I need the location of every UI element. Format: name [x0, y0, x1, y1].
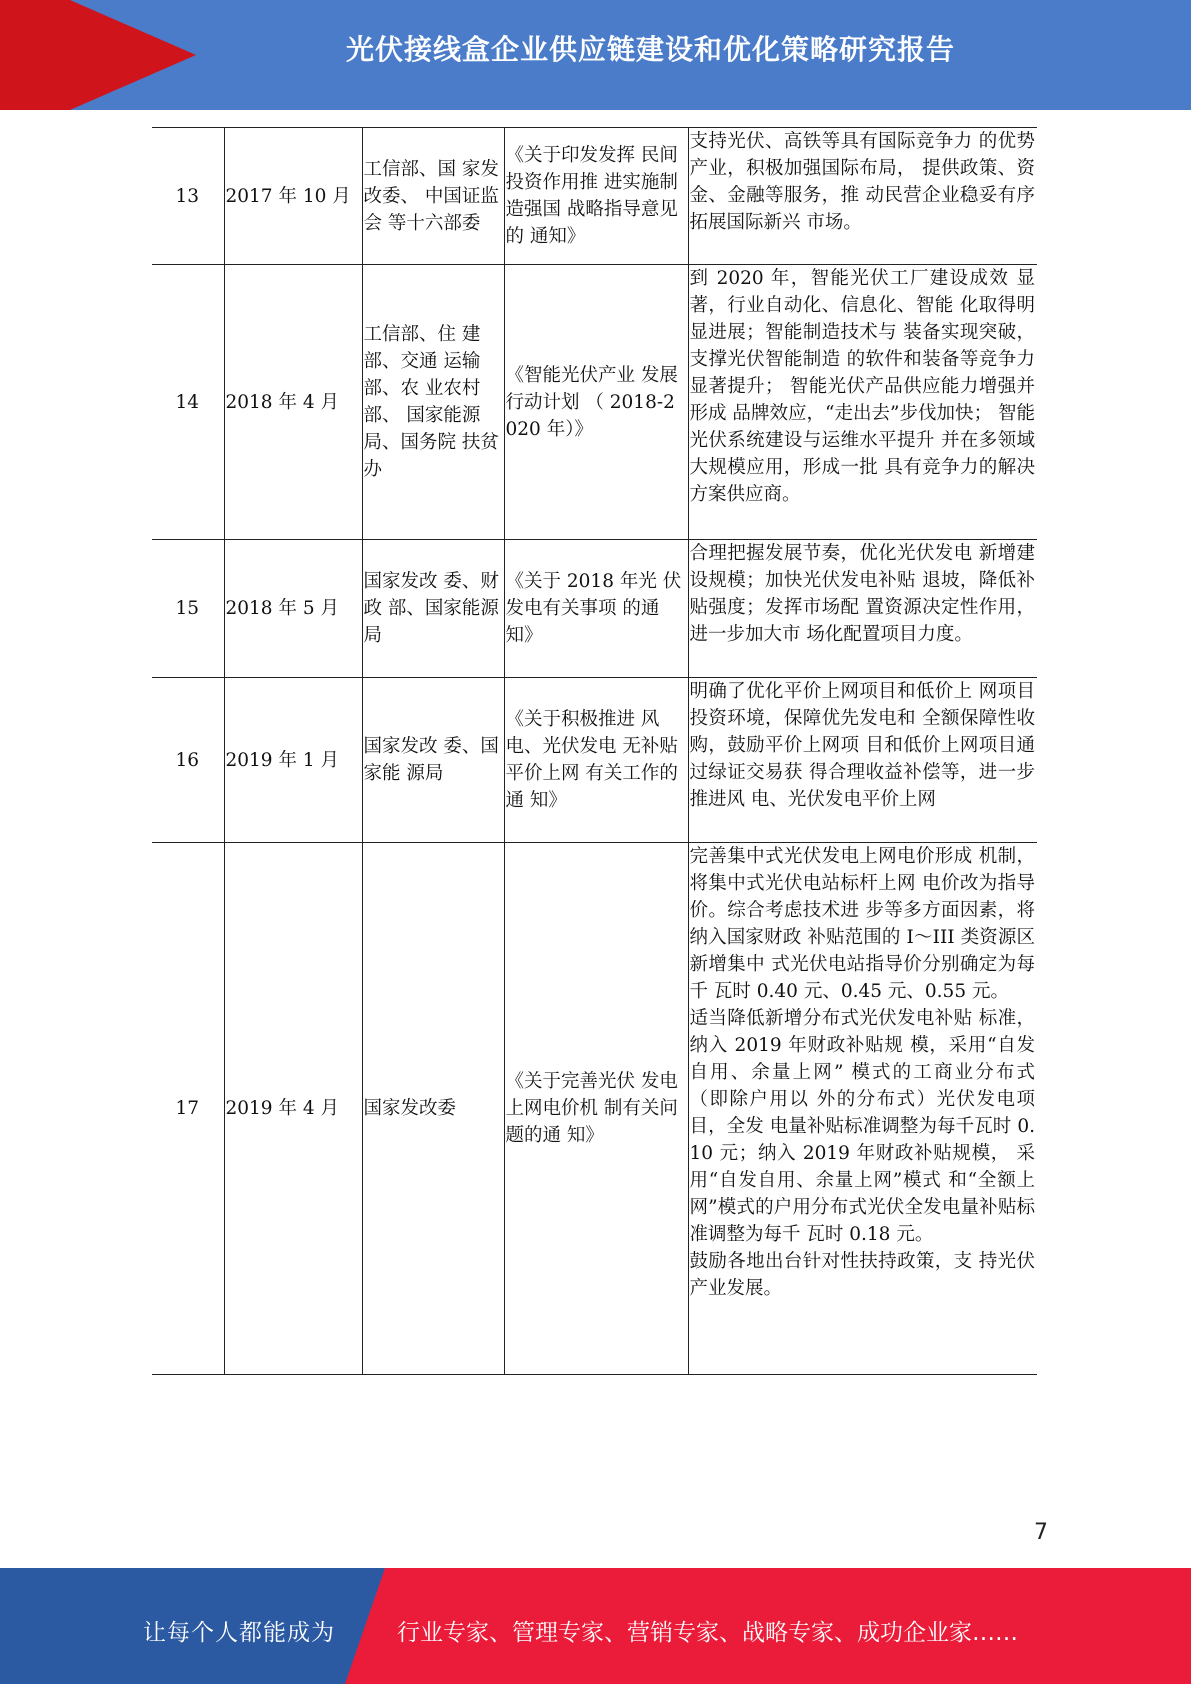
content-paragraph: 支持光伏、高铁等具有国际竞争力 的优势产业，积极加强国际布局， 提供政策、资金、金融等服务，推 动民营企业稳妥有序拓展国际新兴 市场。	[689, 131, 1035, 233]
row-date: 2018 年 5 月	[224, 540, 362, 678]
row-issuer: 国家发改委	[362, 843, 504, 1375]
row-document: 《关于 2018 年光 伏发电有关事项 的通知》	[504, 540, 688, 678]
row-document: 《关于印发发挥 民间投资作用推 进实施制造强国 战略指导意见的 通知》	[504, 128, 688, 265]
row-content	[688, 678, 1037, 843]
page-header	[0, 0, 1191, 110]
table-row	[152, 128, 1037, 265]
table-row	[152, 678, 1037, 843]
row-number: 15	[152, 540, 224, 678]
policy-table	[152, 127, 1037, 1375]
content-paragraph: 合理把握发展节奏，优化光伏发电 新增建设规模；加快光伏发电补贴 退坡，降低补贴强度；发挥市场配 置资源决定性作用，进一步加大市 场化配置项目力度。	[689, 543, 1035, 645]
row-date: 2017 年 10 月	[224, 128, 362, 265]
page-footer	[0, 1568, 1191, 1684]
footer-slogan-left: 让每个人都能成为	[143, 1620, 335, 1646]
content-paragraph: 鼓励各地出台针对性扶持政策，支 持光伏产业发展。	[689, 1251, 1035, 1299]
row-content	[688, 265, 1037, 540]
content-paragraph: 明确了优化平价上网项目和低价上 网项目投资环境，保障优先发电和 全额保障性收购，鼓励平价上网项 目和低价上网项目通过绿证交易获 得合理收益补偿等，进一步推进风 电、光伏发电平价上网	[689, 681, 1035, 810]
row-content	[688, 843, 1037, 1375]
row-document: 《关于积极推进 风电、光伏发电 无补贴平价上网 有关工作的通 知》	[504, 678, 688, 843]
footer-blue-slant	[345, 1568, 385, 1684]
table-row	[152, 265, 1037, 540]
page-number: 7	[1034, 1520, 1048, 1545]
row-issuer: 工信部、住 建部、交通 运输部、农 业农村部、 国家能源局、国务院 扶贫办	[362, 265, 504, 540]
row-issuer: 国家发改 委、财政 部、国家能源局	[362, 540, 504, 678]
header-red-block	[0, 0, 70, 110]
table-row	[152, 843, 1037, 1375]
row-number: 17	[152, 843, 224, 1375]
row-date: 2018 年 4 月	[224, 265, 362, 540]
row-document: 《关于完善光伏 发电上网电价机 制有关问题的通 知》	[504, 843, 688, 1375]
footer-slogan-right: 行业专家、管理专家、营销专家、战略专家、成功企业家……	[397, 1620, 1018, 1646]
content-paragraph: 完善集中式光伏发电上网电价形成 机制，将集中式光伏电站标杆上网 电价改为指导价。综合考虑技术进 步等多方面因素，将纳入国家财政 补贴范围的 I～III 类资源区新增集中 式光伏电站指导价分别确定为每千 瓦时 0.40 元、0.45 元、0.55 元。	[689, 846, 1035, 1002]
report-title: 光伏接线盒企业供应链建设和优化策略研究报告	[345, 33, 955, 66]
content-paragraph: 适当降低新增分布式光伏发电补贴 标准，纳入 2019 年财政补贴规 模，采用“自发自用、余量上网” 模式的工商业分布式（即除户用以 外的分布式）光伏发电项目，全发 电量补贴标准调整为每千瓦时 0.10 元；纳入 2019 年财政补贴规模， 采用“自发自用、余量上网”模式 和“全额上网”模式的户用分布式光伏全发电量补贴标准调整为每千 瓦时 0.18 元。	[689, 1008, 1035, 1245]
row-issuer: 国家发改 委、国家能 源局	[362, 678, 504, 843]
row-number: 13	[152, 128, 224, 265]
row-document: 《智能光伏产业 发展行动计划 （ 2018-2020 年）》	[504, 265, 688, 540]
row-date: 2019 年 4 月	[224, 843, 362, 1375]
content-paragraph: 到 2020 年，智能光伏工厂建设成效 显著，行业自动化、信息化、智能 化取得明显进展；智能制造技术与 装备实现突破，支撑光伏智能制造 的软件和装备等竞争力显著提升； 智能光伏产品供应能力增强并形成 品牌效应，“走出去”步伐加快； 智能光伏系统建设与运维水平提升 并在多领域大规模应用，形成一批 具有竞争力的解决方案供应商。	[689, 268, 1035, 505]
row-issuer: 工信部、国 家发改委、 中国证监会 等十六部委	[362, 128, 504, 265]
row-content	[688, 540, 1037, 678]
row-number: 14	[152, 265, 224, 540]
row-number: 16	[152, 678, 224, 843]
row-content	[688, 128, 1037, 265]
table-row	[152, 540, 1037, 678]
row-date: 2019 年 1 月	[224, 678, 362, 843]
